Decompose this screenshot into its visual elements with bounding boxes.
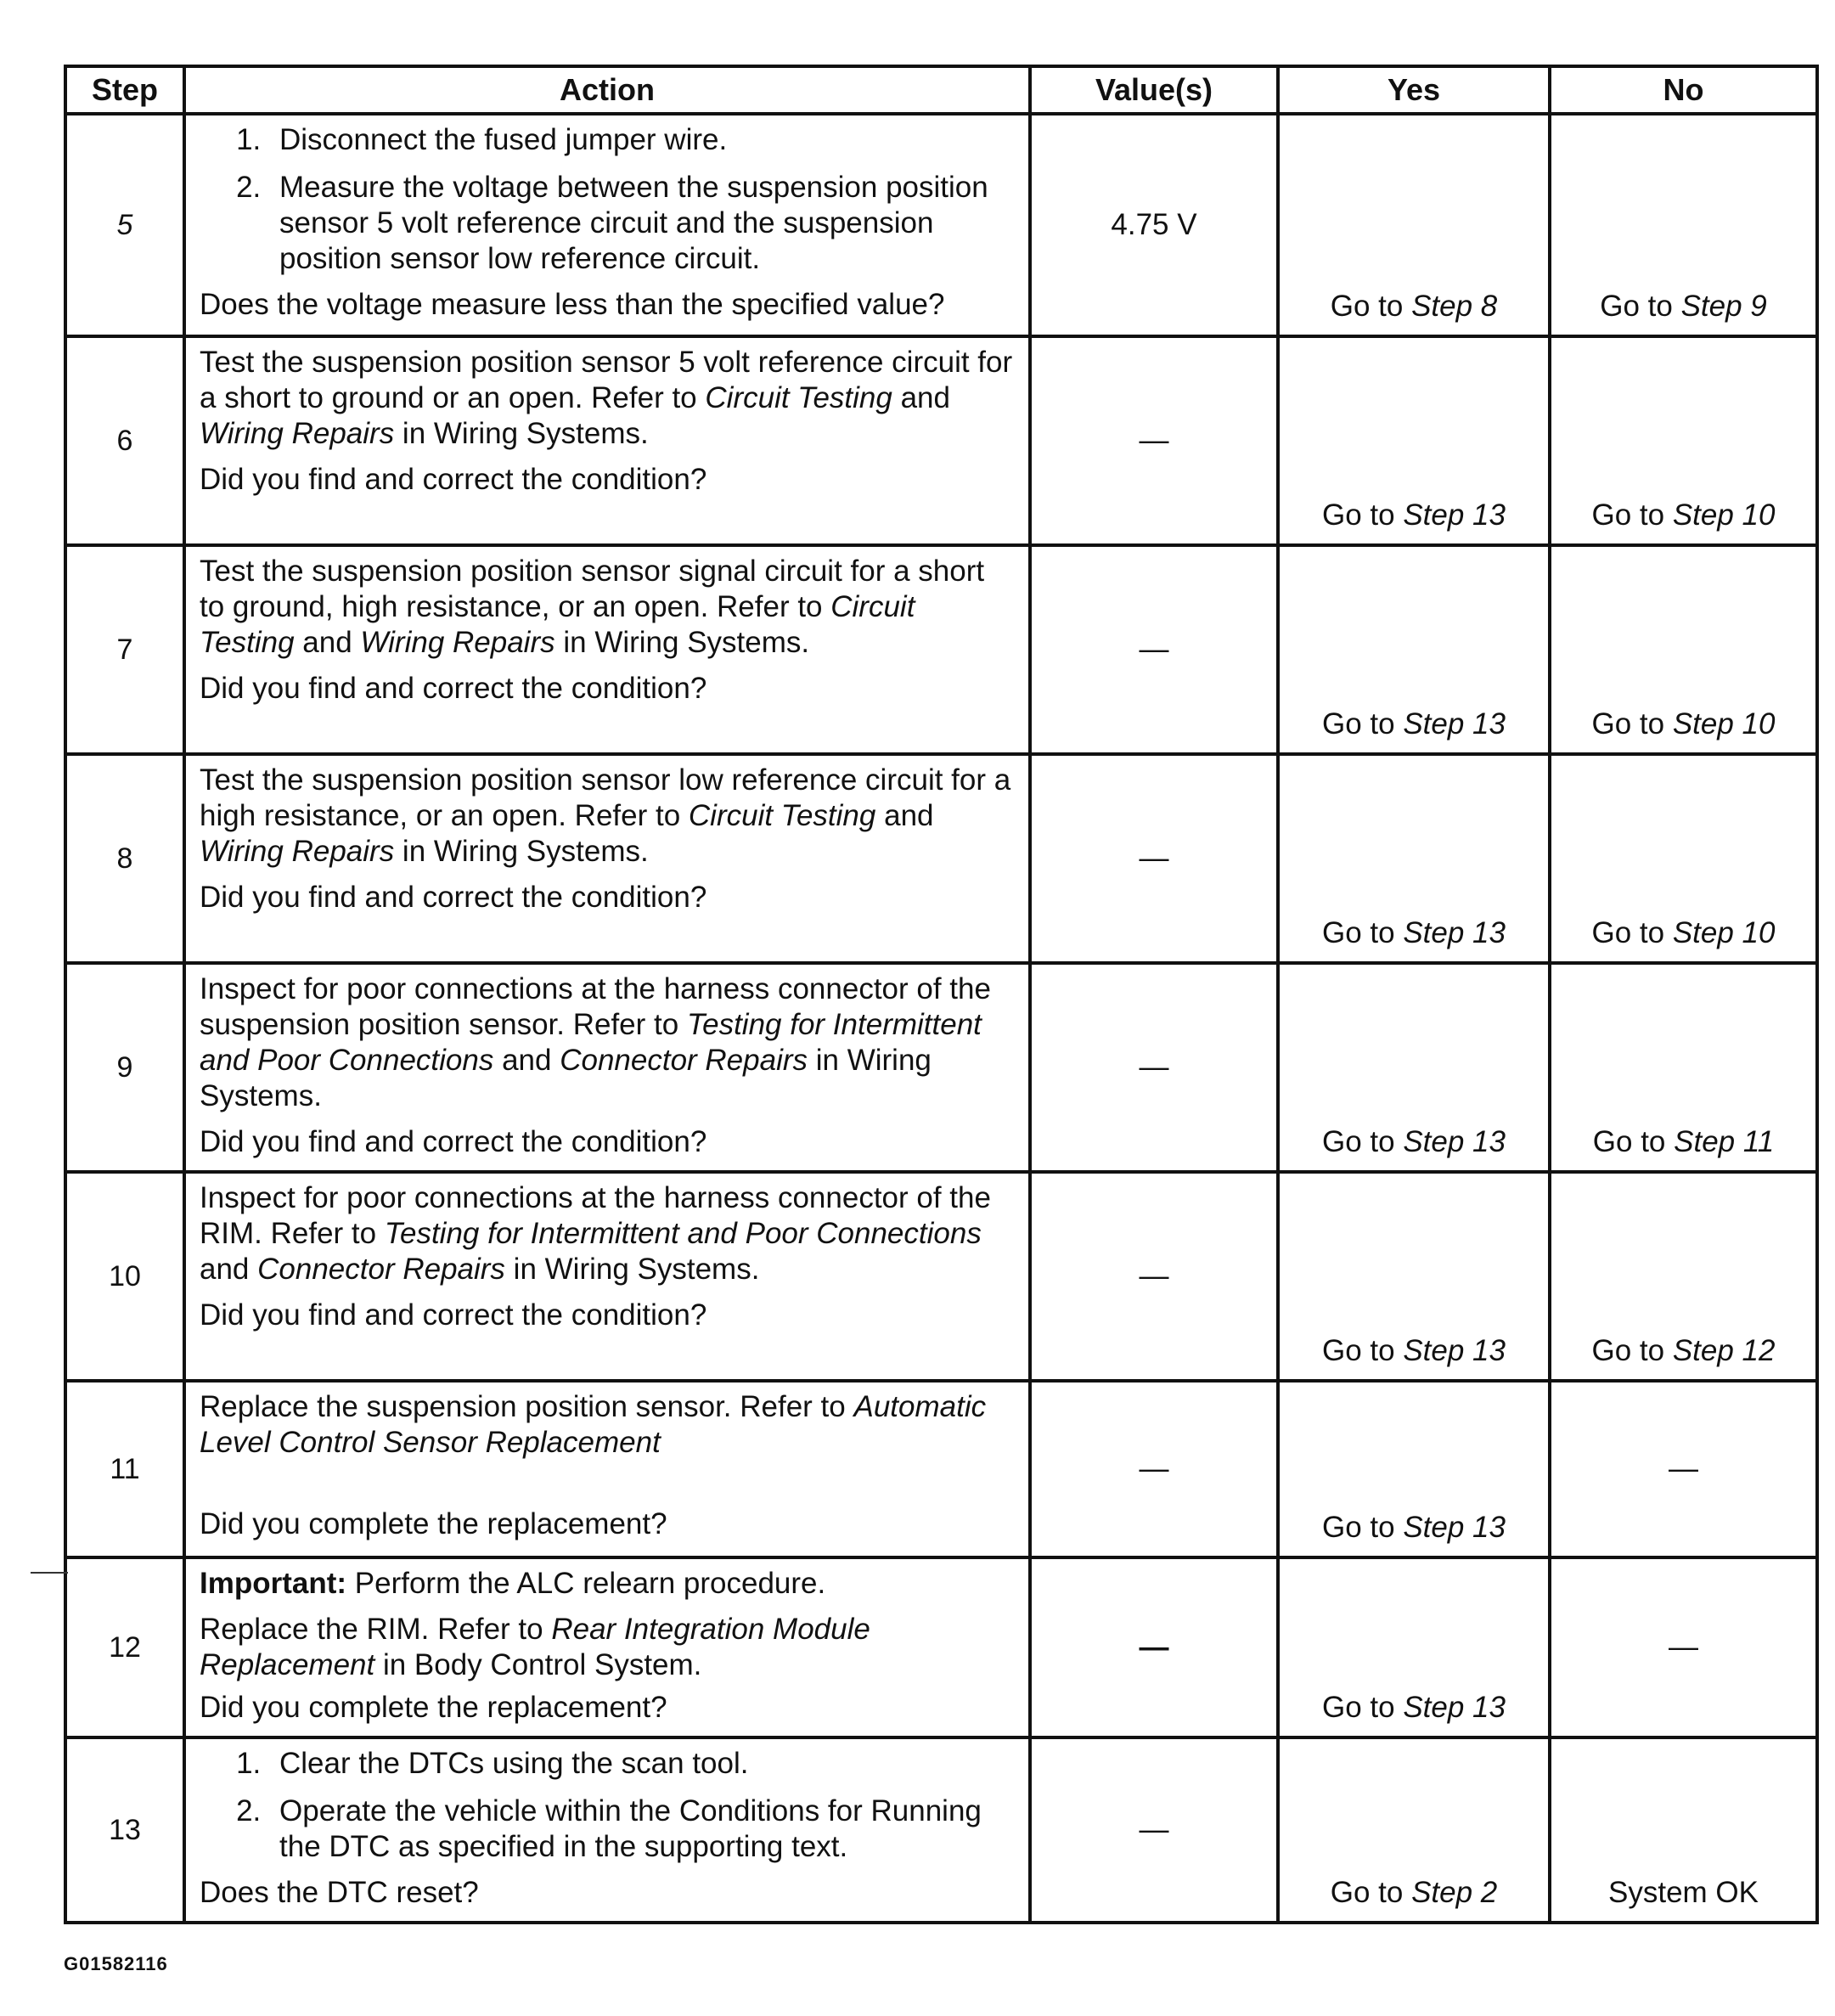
table-row-step-5 [65, 114, 1817, 336]
yes-cell: Go to Step 8 [1278, 114, 1550, 336]
value-cell: — [1030, 963, 1278, 1172]
important-note: Important: Perform the ALC relearn procedure. [200, 1567, 826, 1600]
action-cell [184, 1381, 1030, 1557]
diagnostic-steps-table [64, 65, 1819, 1924]
yes-cell: Go to Step 13 [1278, 1381, 1550, 1557]
no-cell: Go to Step 10 [1550, 336, 1817, 545]
action-question: Did you find and correct the condition? [200, 1298, 707, 1332]
header-no: No [1550, 66, 1817, 114]
yes-cell: Go to Step 13 [1278, 963, 1550, 1172]
action-question: Did you find and correct the condition? [200, 672, 707, 705]
step-number: 13 [65, 1737, 184, 1923]
action-list [200, 122, 1016, 277]
action-text: Test the suspension position sensor low reference circuit for a high resistance, or an open. Refer to Circuit Testing and Wiring Repairs in Wiring Systems. [200, 763, 1011, 868]
action-cell [184, 1737, 1030, 1923]
action-text: Test the suspension position sensor signal circuit for a short to ground, high resistance, or an open. Refer to Circuit Testing and Wiring Repairs in Wiring Systems. [200, 555, 985, 659]
list-item: 1. Clear the DTCs using the scan tool. [269, 1746, 1016, 1782]
action-question: Did you complete the replacement? [200, 1507, 667, 1540]
value-cell: — [1030, 1381, 1278, 1557]
yes-cell: Go to Step 13 [1278, 1172, 1550, 1381]
action-text: Test the suspension position sensor 5 volt reference circuit for a short to ground or an open. Refer to Circuit Testing and Wiring Repairs in Wiring Systems. [200, 346, 1013, 450]
action-cell [184, 545, 1030, 754]
yes-cell: Go to Step 13 [1278, 1557, 1550, 1737]
no-cell: Go to Step 11 [1550, 963, 1817, 1172]
action-cell [184, 114, 1030, 336]
value-cell: — [1030, 336, 1278, 545]
action-cell [184, 1557, 1030, 1737]
action-question: Does the DTC reset? [200, 1876, 479, 1909]
step-number: 10 [65, 1172, 184, 1381]
action-text: Inspect for poor connections at the harness connector of the suspension position sensor. Refer to Testing for Intermittent and Poor Connections and Connector Repairs in Wiring Systems. [200, 972, 991, 1112]
no-cell: — [1550, 1557, 1817, 1737]
list-item: 2. Measure the voltage between the suspension position sensor 5 volt reference circuit and the suspension position sensor low reference circuit. [269, 170, 1016, 277]
step-number: 6 [65, 336, 184, 545]
no-cell: Go to Step 12 [1550, 1172, 1817, 1381]
margin-mark [31, 1572, 68, 1574]
yes-cell: Go to Step 2 [1278, 1737, 1550, 1923]
no-cell: System OK [1550, 1737, 1817, 1923]
action-question: Did you find and correct the condition? [200, 1125, 707, 1158]
yes-cell: Go to Step 13 [1278, 336, 1550, 545]
action-text: Replace the suspension position sensor. Refer to Automatic Level Control Sensor Replacement [200, 1390, 987, 1459]
no-cell: Go to Step 10 [1550, 545, 1817, 754]
action-cell [184, 336, 1030, 545]
action-question: Did you find and correct the condition? [200, 881, 707, 914]
value-cell: — [1030, 1557, 1278, 1737]
header-row [65, 66, 1817, 114]
table-row-step-7 [65, 545, 1817, 754]
diagnostic-table-sheet [64, 65, 1815, 1924]
value-cell: 4.75 V [1030, 114, 1278, 336]
step-number: 9 [65, 963, 184, 1172]
header-yes: Yes [1278, 66, 1550, 114]
yes-cell: Go to Step 13 [1278, 754, 1550, 963]
step-number: 8 [65, 754, 184, 963]
step-number: 5 [65, 114, 184, 336]
header-step: Step [65, 66, 184, 114]
value-cell: — [1030, 1737, 1278, 1923]
action-cell [184, 963, 1030, 1172]
list-item: 1. Disconnect the fused jumper wire. [269, 122, 1016, 158]
header-action: Action [184, 66, 1030, 114]
no-cell: — [1550, 1381, 1817, 1557]
no-cell: Go to Step 10 [1550, 754, 1817, 963]
value-cell: — [1030, 754, 1278, 963]
table-row-step-12 [65, 1557, 1817, 1737]
action-cell [184, 1172, 1030, 1381]
table-row-step-11 [65, 1381, 1817, 1557]
table-row-step-6 [65, 336, 1817, 545]
table-row-step-9 [65, 963, 1817, 1172]
table-row-step-8 [65, 754, 1817, 963]
action-text: Replace the RIM. Refer to Rear Integration Module Replacement in Body Control System. [200, 1613, 870, 1681]
figure-code: G01582116 [64, 1953, 168, 1974]
list-item: 2. Operate the vehicle within the Conditions for Running the DTC as specified in the supporting text. [269, 1794, 1016, 1865]
step-number: 11 [65, 1381, 184, 1557]
yes-cell: Go to Step 13 [1278, 545, 1550, 754]
action-list [200, 1746, 1016, 1865]
action-cell [184, 754, 1030, 963]
action-question: Does the voltage measure less than the specified value? [200, 288, 945, 321]
value-cell: — [1030, 1172, 1278, 1381]
table-row-step-10 [65, 1172, 1817, 1381]
step-number: 7 [65, 545, 184, 754]
action-question: Did you complete the replacement? [200, 1691, 667, 1724]
value-cell: — [1030, 545, 1278, 754]
header-values: Value(s) [1030, 66, 1278, 114]
action-question: Did you find and correct the condition? [200, 463, 707, 496]
no-cell: Go to Step 9 [1550, 114, 1817, 336]
action-text: Inspect for poor connections at the harness connector of the RIM. Refer to Testing for Intermittent and Poor Connections and Connector Repairs in Wiring Systems. [200, 1181, 991, 1286]
step-number: 12 [65, 1557, 184, 1737]
table-row-step-13 [65, 1737, 1817, 1923]
